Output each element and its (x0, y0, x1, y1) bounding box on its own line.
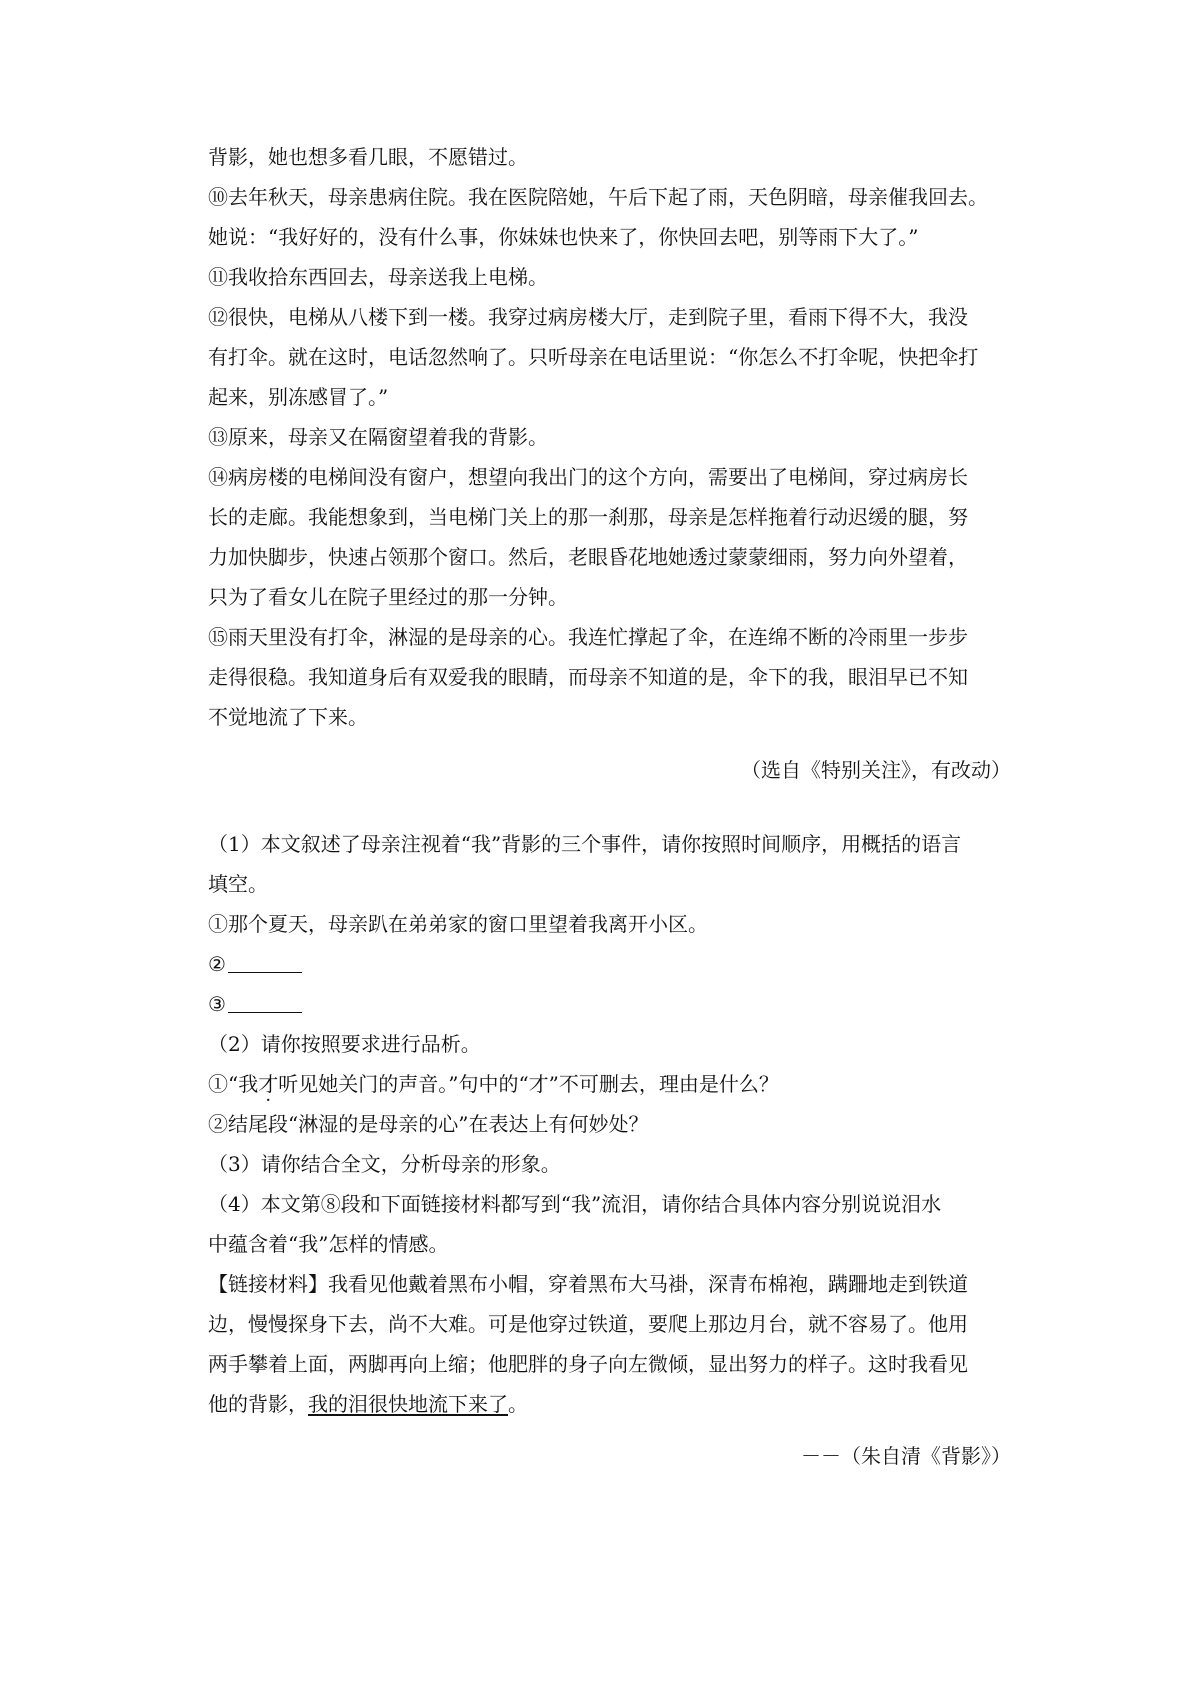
answer-blank[interactable] (228, 954, 302, 973)
link-material: 【链接材料】我看见他戴着黑布小帽，穿着黑布大马褂，深青布棉袍，蹒跚地走到铁道 (208, 1272, 968, 1296)
question-1-cont: 填空。 (208, 872, 268, 896)
question-4-cont: 中蕴含着“我”怎样的情感。 (208, 1232, 449, 1256)
text-segment: ①“我 (208, 1072, 259, 1096)
question-1-item-2 (208, 944, 1008, 984)
link-material-line (208, 1384, 1008, 1424)
passage-line: 有打伞。就在这时，电话忽然响了。只听母亲在电话里说：“你怎么不打伞呢，快把伞打 (208, 345, 979, 369)
paragraph-11: ⑪我收拾东西回去，母亲送我上电梯。 (208, 265, 548, 289)
question-1: （1）本文叙述了母亲注视着“我”背影的三个事件，请你按照时间顺序，用概括的语言 (208, 832, 962, 856)
item-number: ② (208, 952, 226, 976)
passage-line: 背影，她也想多看几眼，不愿错过。 (208, 145, 528, 169)
passage-line: 起来，别冻感冒了。” (208, 385, 389, 409)
passage-line: 她说：“我好好的，没有什么事，你妹妹也快来了，你快回去吧，别等雨下大了。” (208, 225, 919, 249)
passage-line: 只为了看女儿在院子里经过的那一分钟。 (208, 585, 568, 609)
text-segment: 听见她关门的声音。”句中的“才”不可删去，理由是什么？ (278, 1072, 779, 1096)
item-number: ③ (208, 992, 226, 1016)
paragraph-10: ⑩去年秋天，母亲患病住院。我在医院陪她，午后下起了雨，天色阴暗，母亲催我回去。 (208, 185, 988, 209)
link-source: －－（朱自清《背影》） (801, 1444, 1011, 1468)
question-1-item-3 (208, 984, 1008, 1024)
paragraph-12: ⑫很快，电梯从八楼下到一楼。我穿过病房楼大厅，走到院子里，看雨下得不大，我没 (208, 305, 968, 329)
link-material-line: 边，慢慢探身下去，尚不大难。可是他穿过铁道，要爬上那边月台，就不容易了。他用 (208, 1312, 968, 1336)
emphasis-char: 才 (258, 1072, 279, 1096)
question-4: （4）本文第⑧段和下面链接材料都写到“我”流泪，请你结合具体内容分别说说泪水 (208, 1192, 942, 1216)
link-material-line: 两手攀着上面，两脚再向上缩；他肥胖的身子向左微倾，显出努力的样子。这时我看见 (208, 1352, 968, 1376)
underlined-sentence: 我的泪很快地流下来了 (308, 1392, 508, 1416)
passage-line: 走得很稳。我知道身后有双爱我的眼睛，而母亲不知道的是，伞下的我，眼泪早已不知 (208, 665, 968, 689)
text-segment: 。 (508, 1392, 528, 1416)
passage-source: （选自《特别关注》，有改动） (741, 758, 1011, 782)
paragraph-15: ⑮雨天里没有打伞，淋湿的是母亲的心。我连忙撑起了伞，在连绵不断的冷雨里一步步 (208, 625, 968, 649)
passage-line: 不觉地流了下来。 (208, 705, 368, 729)
paragraph-13: ⑬原来，母亲又在隔窗望着我的背影。 (208, 425, 548, 449)
question-1-item-1: ①那个夏天，母亲趴在弟弟家的窗口里望着我离开小区。 (208, 912, 708, 936)
question-2-item-2: ②结尾段“淋湿的是母亲的心”在表达上有何妙处？ (208, 1112, 649, 1136)
paragraph-14: ⑭病房楼的电梯间没有窗户，想望向我出门的这个方向，需要出了电梯间，穿过病房长 (208, 465, 968, 489)
passage-line: 长的走廊。我能想象到，当电梯门关上的那一刹那，母亲是怎样拖着行动迟缓的腿，努 (208, 505, 968, 529)
text-segment: 他的背影， (208, 1392, 308, 1416)
answer-blank[interactable] (228, 994, 302, 1013)
question-3: （3）请你结合全文，分析母亲的形象。 (208, 1152, 561, 1176)
passage-line: 力加快脚步，快速占领那个窗口。然后，老眼昏花地她透过蒙蒙细雨，努力向外望着， (208, 545, 968, 569)
question-2-item-1 (208, 1064, 1008, 1104)
question-2: （2）请你按照要求进行品析。 (208, 1032, 481, 1056)
